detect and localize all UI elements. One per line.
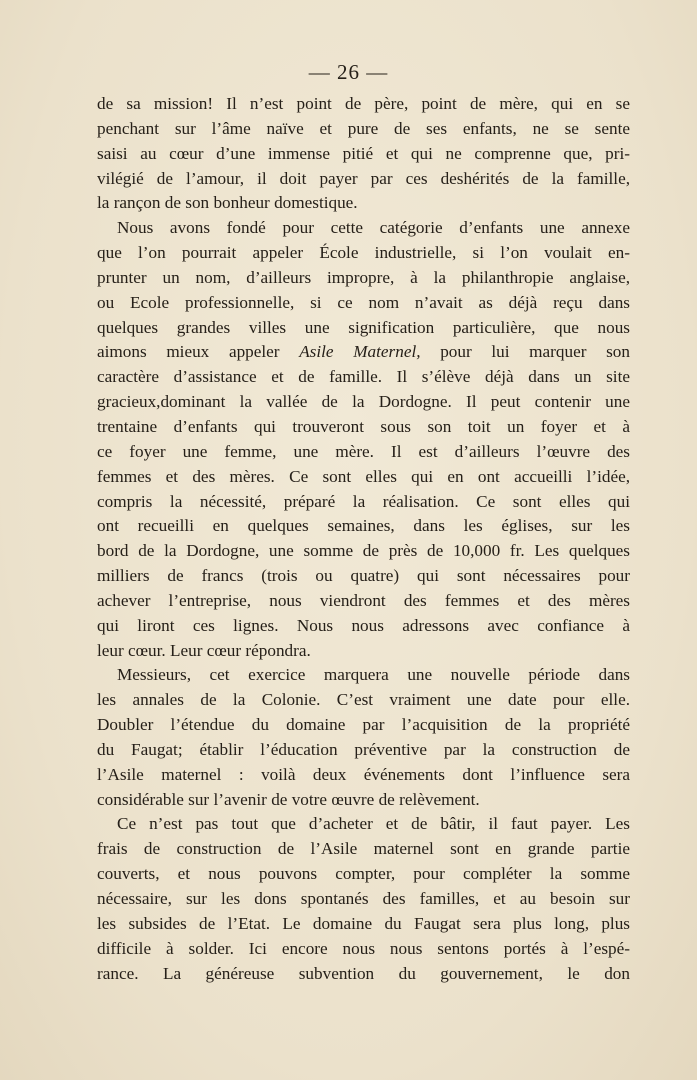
emphasized-title: Asile Maternel, (299, 342, 421, 362)
text-line: Nous avons fondé pour cette catégorie d’enfants une annexe (117, 218, 630, 238)
text-line: les subsides de l’Etat. Le domaine du Faugat sera plus long, plus (97, 913, 630, 933)
body-text (97, 92, 630, 986)
text-segment: pour lui marquer son (420, 342, 630, 362)
text-line: achever l’entreprise, nous viendront des femmes et des mères (97, 590, 630, 610)
text-line: ce foyer une femme, une mère. Il est d’ailleurs l’œuvre des (97, 441, 630, 461)
text-line: rance. La généreuse subvention du gouvernement, le don (97, 963, 630, 983)
text-line: femmes et des mères. Ce sont elles qui en ont accueilli l’idée, (97, 466, 630, 486)
text-line: leur cœur. Leur cœur répondra. (97, 640, 311, 660)
text-line: nécessaire, sur les dons spontanés des familles, et au besoin sur (97, 889, 630, 908)
text-segment: aimons mieux appeler (97, 342, 300, 362)
text-line: frais de construction de l’Asile maternel sont en grande partie (97, 839, 630, 859)
text-line: qui liront ces lignes. Nous nous adressons avec confiance à (97, 615, 630, 635)
text-line: quelques grandes villes une signification particulière, que nous (97, 317, 630, 337)
text-line: bord de la Dordogne, une somme de près de 10,000 fr. Les quelques (97, 541, 630, 561)
text-line: prunter un nom, d’ailleurs impropre, à la philanthropie anglaise, (97, 267, 630, 287)
text-line: de sa mission! Il n’est point de père, point de mère, qui en se (97, 94, 630, 113)
text-line: que l’on pourrait appeler École industrielle, si l’on voulait en- (97, 243, 630, 263)
text-line: Doubler l’étendue du domaine par l’acquisition de la propriété (97, 715, 630, 735)
text-line: Ce n’est pas tout que d’acheter et de bâtir, il faut payer. Les (117, 814, 630, 834)
text-line: milliers de francs (trois ou quatre) qui sont nécessaires pour (97, 566, 630, 586)
text-line: saisi au cœur d’une immense pitié et qui ne comprenne que, pri- (97, 143, 630, 163)
text-line: caractère d’assistance et de famille. Il s’élève déjà dans un site (97, 367, 630, 387)
text-line: les annales de la Colonie. C’est vraiment une date pour elle. (97, 690, 630, 710)
text-line: vilégié de l’amour, il doit payer par ces deshérités de la famille, (97, 168, 630, 188)
page-number: — 26 — (308, 60, 389, 84)
text-line: la rançon de son bonheur domestique. (97, 193, 358, 213)
text-line: couverts, et nous pouvons compter, pour compléter la somme (97, 864, 630, 884)
text-line: Messieurs, cet exercice marquera une nouvelle période dans (117, 665, 630, 685)
text-line: difficile à solder. Ici encore nous nous sentons portés à l’espé- (97, 938, 630, 958)
text-line: penchant sur l’âme naïve et pure de ses enfants, ne se sente (97, 118, 630, 138)
text-line: l’Asile maternel : voilà deux événements dont l’influence sera (97, 764, 630, 784)
text-line: ont recueilli en quelques semaines, dans les églises, sur les (97, 516, 630, 536)
text-line: ou Ecole professionnelle, si ce nom n’avait as déjà reçu dans (97, 292, 630, 312)
text-line: compris la nécessité, préparé la réalisation. Ce sont elles qui (97, 491, 630, 511)
text-line (97, 340, 630, 365)
text-line: trentaine d’enfants qui trouveront sous son toit un foyer et à (97, 416, 630, 436)
text-line: gracieux,dominant la vallée de la Dordogne. Il peut contenir une (97, 392, 630, 412)
text-line: considérable sur l’avenir de votre œuvre de relèvement. (97, 789, 480, 809)
text-line: du Faugat; établir l’éducation préventive par la construction de (97, 739, 630, 759)
